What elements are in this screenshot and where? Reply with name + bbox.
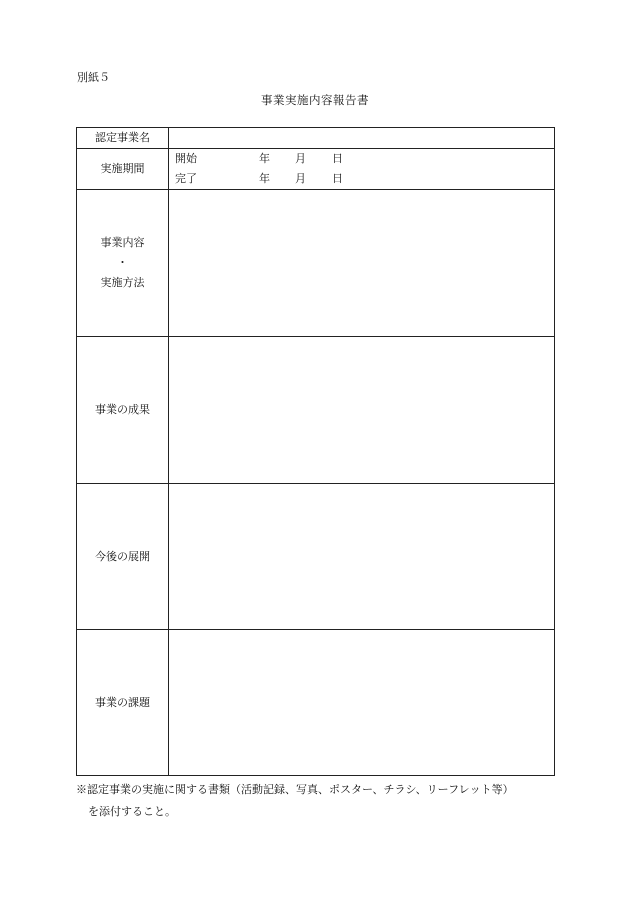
period-end-label: 完了 xyxy=(175,172,197,185)
row-content xyxy=(77,190,555,337)
period-start-month: 月 xyxy=(295,152,306,165)
period-start-label: 開始 xyxy=(175,152,197,165)
period-start-day: 日 xyxy=(332,152,343,165)
row-future xyxy=(77,484,555,630)
issues-field[interactable] xyxy=(169,630,555,776)
future-field[interactable] xyxy=(169,484,555,630)
row-period xyxy=(77,149,555,190)
row-results xyxy=(77,337,555,484)
content-label xyxy=(77,190,169,337)
period-field[interactable] xyxy=(169,149,555,190)
project-name-label: 認定事業名 xyxy=(77,128,169,149)
period-start-year: 年 xyxy=(259,152,270,165)
content-label-line1: 事業内容 xyxy=(100,236,145,249)
project-name-field[interactable] xyxy=(169,128,555,149)
future-label: 今後の展開 xyxy=(77,484,169,630)
attachment-note xyxy=(76,779,514,823)
note-line2: を添付すること。 xyxy=(88,805,176,818)
period-end-month: 月 xyxy=(295,172,306,185)
period-end-year: 年 xyxy=(259,172,270,185)
row-project-name xyxy=(77,128,555,149)
note-line1: ※認定事業の実施に関する書類（活動記録、写真、ポスター、チラシ、リーフレット等） xyxy=(76,783,514,796)
period-end-day: 日 xyxy=(332,172,343,185)
issues-label: 事業の課題 xyxy=(77,630,169,776)
period-start-line xyxy=(169,149,554,169)
results-field[interactable] xyxy=(169,337,555,484)
annex-label: 別紙５ xyxy=(77,71,110,84)
content-label-separator: ・ xyxy=(117,256,128,269)
period-end-line xyxy=(169,169,554,189)
document-title: 事業実施内容報告書 xyxy=(261,93,369,107)
period-label: 実施期間 xyxy=(77,149,169,190)
row-issues xyxy=(77,630,555,776)
results-label: 事業の成果 xyxy=(77,337,169,484)
report-form-table xyxy=(76,127,555,776)
content-field[interactable] xyxy=(169,190,555,337)
content-label-line2: 実施方法 xyxy=(100,276,145,289)
